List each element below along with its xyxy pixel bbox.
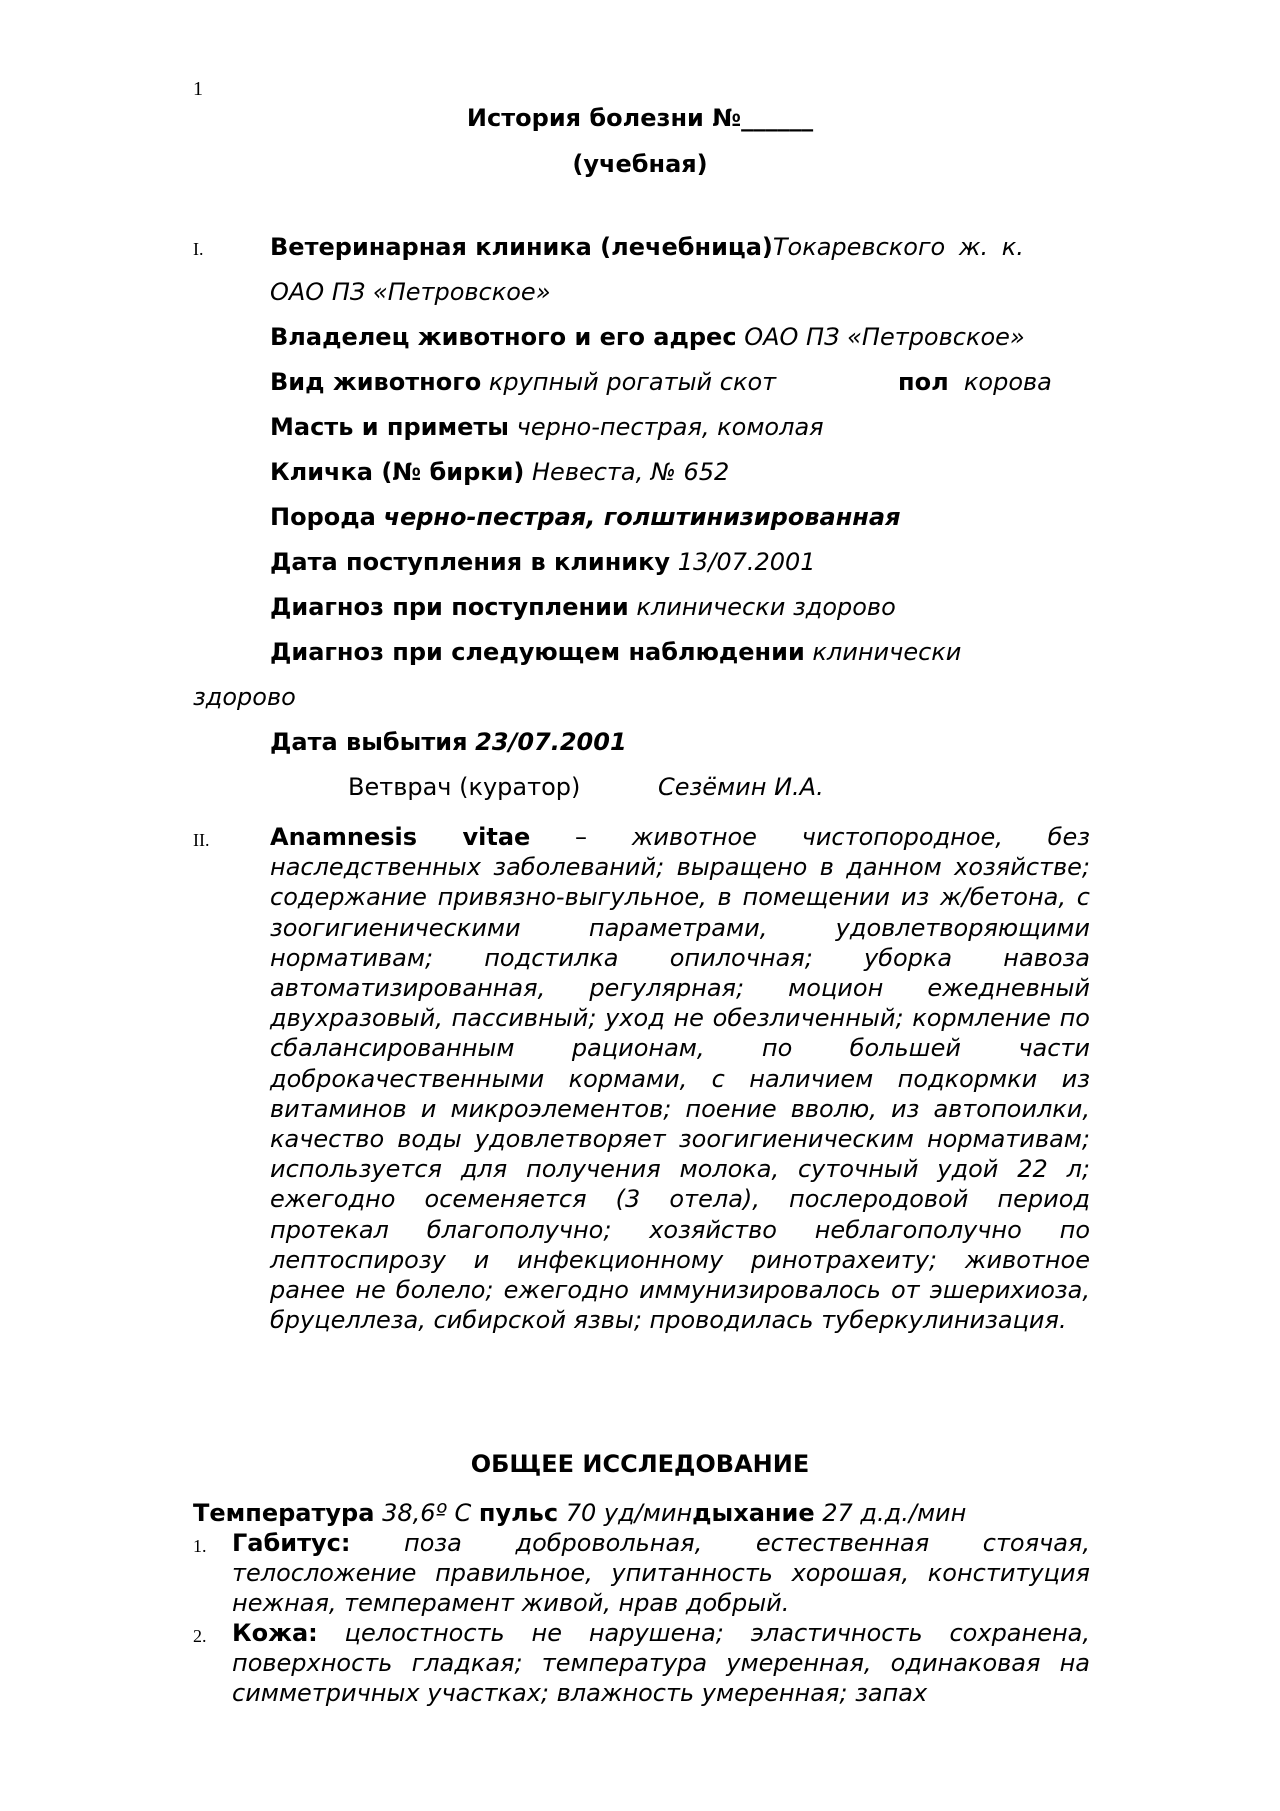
sex-value: корова	[963, 368, 1052, 396]
document-subtitle: (учебная)	[572, 150, 708, 178]
name-label: Кличка (№ бирки)	[270, 458, 525, 486]
habitus-label: Габитус:	[232, 1529, 351, 1557]
vet-row	[348, 772, 580, 802]
anamnesis-dash: –	[530, 823, 632, 851]
vet-label: Ветврач (куратор)	[348, 773, 581, 801]
skin-item	[232, 1618, 1090, 1709]
skin-label: Кожа:	[232, 1619, 318, 1647]
clinic-value: Токаревского ж. к.	[772, 233, 1024, 261]
diag-next-label: Диагноз при следующем наблюдении	[270, 638, 805, 666]
page-number: 1	[193, 78, 203, 100]
breed-row	[270, 502, 901, 532]
owner-label: Владелец животного и его адрес	[270, 323, 737, 351]
diag-next-value-cont: здорово	[193, 683, 296, 711]
respiration-value: 27 д.д./мин	[822, 1499, 967, 1527]
diag-admit-label: Диагноз при поступлении	[270, 593, 629, 621]
sex-row	[898, 367, 1052, 397]
breed-value: черно-пестрая, голштинизированная	[383, 503, 901, 531]
discharge-value: 23/07.2001	[475, 728, 627, 756]
color-value: черно-пестрая, комолая	[516, 413, 824, 441]
breed-label: Порода	[270, 503, 376, 531]
admit-row	[270, 547, 816, 577]
color-row	[270, 412, 824, 442]
name-value: Невеста, № 652	[532, 458, 730, 486]
respiration-label: дыхание	[692, 1499, 815, 1527]
species-value: крупный рогатый скот	[488, 368, 777, 396]
diag-admit-value: клинически здорово	[636, 593, 896, 621]
discharge-label: Дата выбытия	[270, 728, 468, 756]
skin-text: целостность не нарушена; эластичность сохранена, поверхность гладкая; температура умеренная, одинаковая на симметричных участках; влажность умеренная; запах	[232, 1619, 1090, 1708]
general-exam-heading: ОБЩЕЕ ИССЛЕДОВАНИЕ	[470, 1450, 810, 1478]
pulse-label: пульс	[478, 1499, 559, 1527]
species-label: Вид животного	[270, 368, 482, 396]
temperature-label: Температура	[193, 1499, 375, 1527]
pulse-value: 70 уд/мин	[565, 1499, 693, 1527]
clinic-label: Ветеринарная клиника (лечебница)	[270, 233, 773, 261]
vet-value: Сезёмин И.А.	[658, 773, 824, 801]
clinic-row	[270, 232, 1024, 262]
admit-value: 13/07.2001	[677, 548, 816, 576]
anamnesis-vitae	[270, 822, 1090, 1335]
admit-label: Дата поступления в клинику	[270, 548, 671, 576]
anamnesis-text: животное чистопородное, без наследственных заболеваний; выращено в данном хозяйстве; содержание привязно-выгульное, в помещении из ж/бетона, с зоогигиеническими параметрами, удовлетворяющими нормативам; подстилка опилочная; уборка навоза автоматизированная, регулярная; моцион ежедневный двухразовый, пассивный; уход не обезличенный; кормление по сбалансированным рационам, по большей части доброкачественными кормами, с наличием подкормки из витаминов и микроэлементов; поение вволю, из автопоилки, качество воды удовлетворяет зоогигиеническим нормативам; используется для получения молока, суточный удой 22 л; ежегодно осеменяется (3 отела), послеродовой период протекал благополучно; хозяйство неблагополучно по лептоспирозу и инфекционному ринотрахеиту; животное ранее не болело; ежегодно иммунизировалось от эшерихиоза, бруцеллеза, сибирской язвы; проводилась туберкулинизация.	[270, 823, 1090, 1335]
temperature-value: 38,6º С	[382, 1499, 472, 1527]
item-number: 1.	[193, 1536, 207, 1556]
species-row	[270, 367, 776, 397]
habitus-text: поза добровольная, естественная стоячая, телосложение правильное, упитанность хорошая, конституция нежная, темперамент живой, нрав добрый.	[232, 1529, 1090, 1618]
item-number: 2.	[193, 1626, 207, 1646]
clinic-value-cont: ОАО ПЗ «Петровское»	[270, 278, 551, 306]
owner-value: ОАО ПЗ «Петровское»	[744, 323, 1025, 351]
section-marker-2: II.	[193, 830, 210, 850]
discharge-row	[270, 727, 627, 757]
section-marker-1: I.	[193, 239, 204, 259]
document-title: История болезни №______	[466, 104, 814, 132]
diag-admit-row	[270, 592, 896, 622]
habitus-item	[232, 1528, 1090, 1619]
anamnesis-label: Anamnesis vitae	[270, 823, 531, 851]
owner-row	[270, 322, 1025, 352]
diag-next-row	[270, 637, 961, 667]
vitals-row	[193, 1498, 966, 1528]
color-label: Масть и приметы	[270, 413, 510, 441]
diag-next-value: клинически	[812, 638, 962, 666]
name-row	[270, 457, 729, 487]
sex-label: пол	[898, 368, 949, 396]
